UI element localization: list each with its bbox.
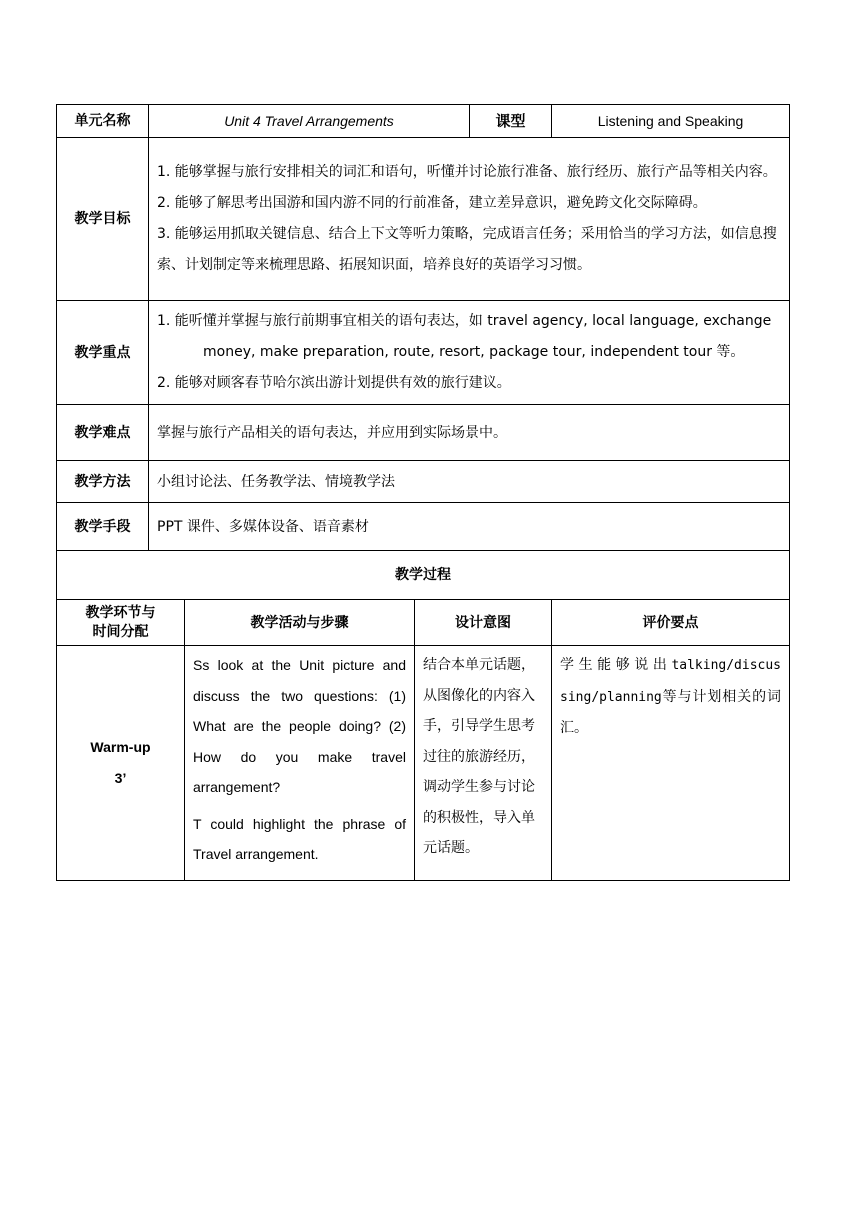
- objective-item-1: 1. 能够掌握与旅行安排相关的词汇和语句，听懂并讨论旅行准备、旅行经历、旅行产品等相关内容。: [157, 164, 777, 180]
- means-value: PPT 课件、多媒体设备、语音素材: [149, 503, 790, 551]
- stage-column-header: [57, 600, 185, 646]
- stage-name: Warm-up: [90, 739, 151, 755]
- objective-item-3: 3. 能够运用抓取关键信息、结合上下文等听力策略，完成语言任务；采用恰当的学习方法，如信息搜索、计划制定等来梳理思路、拓展知识面，培养良好的英语学习习惯。: [157, 226, 777, 273]
- activity-cell: [185, 646, 415, 881]
- difficulties-row: [57, 405, 790, 461]
- objectives-label: 教学目标: [57, 138, 149, 301]
- stage-cell: [57, 646, 185, 881]
- eval-prefix: 学 生 能 够 说 出: [560, 657, 667, 673]
- eval-cell: [552, 646, 790, 881]
- eval-text: [560, 650, 781, 744]
- design-text: 结合本单元话题，从图像化的内容入手，引导学生思考过往的旅游经历，调动学生参与讨论的积极性，导入单元话题。: [423, 657, 535, 856]
- lesson-type-value: Listening and Speaking: [552, 105, 790, 138]
- key-point-2: 2. 能够对顾客春节哈尔滨出游计划提供有效的旅行建议。: [157, 375, 511, 391]
- process-title: 教学过程: [57, 551, 790, 600]
- unit-name-label: 单元名称: [57, 105, 149, 138]
- unit-name-value: Unit 4 Travel Arrangements: [149, 105, 470, 138]
- design-cell: [415, 646, 552, 881]
- difficulties-value: 掌握与旅行产品相关的语句表达，并应用到实际场景中。: [149, 405, 790, 461]
- key-points-label: 教学重点: [57, 301, 149, 405]
- objectives-content: [149, 138, 790, 301]
- objectives-row: [57, 138, 790, 301]
- means-row: [57, 503, 790, 551]
- activity-column-header: 教学活动与步骤: [185, 600, 415, 646]
- activity-paragraph-1: Ss look at the Unit picture and discuss the two questions: (1) What are the people doing? (2) How do you make travel arrangement?: [193, 657, 406, 795]
- process-header-row: [57, 600, 790, 646]
- key-points-content: [149, 301, 790, 405]
- lesson-plan-document: [56, 104, 789, 881]
- eval-column-header: 评价要点: [552, 600, 790, 646]
- table-row: [57, 646, 790, 881]
- methods-label: 教学方法: [57, 461, 149, 503]
- objective-item-2: 2. 能够了解思考出国游和国内游不同的行前准备，建立差异意识，避免跨文化交际障碍。: [157, 195, 707, 211]
- stage-header-line-1: 教学环节与: [85, 604, 156, 621]
- lesson-plan-table: [56, 104, 790, 881]
- key-points-row: [57, 301, 790, 405]
- process-title-row: [57, 551, 790, 600]
- difficulties-label: 教学难点: [57, 405, 149, 461]
- eval-vocab: talking/discussing/planning: [560, 658, 782, 705]
- methods-row: [57, 461, 790, 503]
- lesson-type-label: 课型: [470, 105, 552, 138]
- design-column-header: 设计意图: [415, 600, 552, 646]
- activity-paragraph-2: T could highlight the phrase of Travel arrangement.: [193, 815, 406, 862]
- key-point-1-line-2: money, make preparation, route, resort, package tour, independent tour 等。: [203, 344, 745, 360]
- means-label: 教学手段: [57, 503, 149, 551]
- stage-time: 3’: [114, 770, 127, 786]
- methods-value: 小组讨论法、任务教学法、情境教学法: [149, 461, 790, 503]
- key-point-1-line-1: 1. 能听懂并掌握与旅行前期事宜相关的语句表达，如 travel agency, local language, exchange: [157, 313, 772, 329]
- header-row: [57, 105, 790, 138]
- stage-header-line-2: 时间分配: [92, 623, 149, 640]
- eval-suffix: 等与计划相关的词汇。: [560, 688, 782, 736]
